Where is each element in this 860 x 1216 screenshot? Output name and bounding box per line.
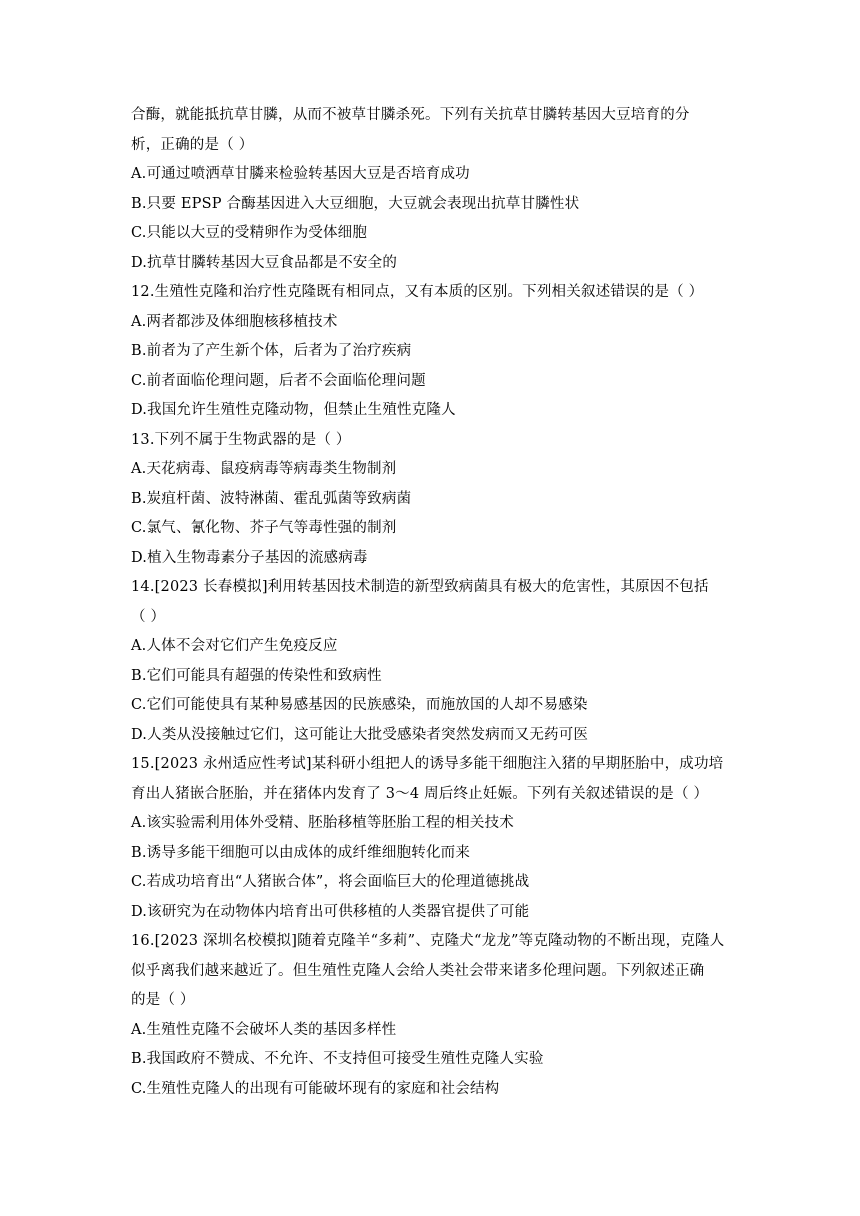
text-line: B.只要 EPSP 合酶基因进入大豆细胞，大豆就会表现出抗草甘膦性状 bbox=[131, 195, 580, 212]
text-line: C.只能以大豆的受精卵作为受体细胞 bbox=[131, 225, 368, 241]
text-line: 合酶，就能抵抗草甘膦，从而不被草甘膦杀死。下列有关抗草甘膦转基因大豆培育的分 bbox=[131, 107, 690, 123]
document-body bbox=[131, 101, 737, 1104]
text-line: 似乎离我们越来越近了。但生殖性克隆人会给人类社会带来诸多伦理问题。下列叙述正确 bbox=[131, 962, 705, 979]
text-line: 育出人猪嵌合胚胎，并在猪体内发育了 3～4 周后终止妊娠。下列有关叙述错误的是（ ） bbox=[131, 785, 709, 802]
text-line: C.前者面临伦理问题，后者不会面临伦理问题 bbox=[131, 372, 426, 389]
text-line: B.我国政府不赞成、不允许、不支持但可接受生殖性克隆人实验 bbox=[131, 1051, 544, 1067]
text-line: 析，正确的是（ ） bbox=[131, 136, 254, 153]
text-line: D.我国允许生殖性克隆动物，但禁止生殖性克隆人 bbox=[131, 402, 456, 418]
text-line: D.人类从没接触过它们，这可能让大批受感染者突然发病而又无药可医 bbox=[131, 726, 589, 743]
text-line: C.它们可能使具有某种易感基因的民族感染，而施放国的人却不易感染 bbox=[131, 697, 588, 713]
text-line: 的是（ ） bbox=[131, 992, 195, 1008]
text-line: B.炭疽杆菌、波特淋菌、霍乱弧菌等致病菌 bbox=[131, 490, 412, 507]
text-line: B.诱导多能干细胞可以由成体的成纤维细胞转化而来 bbox=[131, 844, 471, 861]
text-line: 13.下列不属于生物武器的是（ ） bbox=[131, 431, 351, 448]
text-line: D.抗草甘膦转基因大豆食品都是不安全的 bbox=[131, 254, 398, 271]
text-line: B.它们可能具有超强的传染性和致病性 bbox=[131, 667, 382, 684]
text-line: C.若成功培育出“人猪嵌合体”，将会面临巨大的伦理道德挑战 bbox=[131, 874, 530, 890]
text-line: A.可通过喷洒草甘膦来检验转基因大豆是否培育成功 bbox=[131, 166, 470, 182]
text-line: 15.[2023 永州适应性考试]某科研小组把人的诱导多能干细胞注入猪的早期胚胎中，成功培 bbox=[131, 756, 724, 772]
text-line: 14.[2023 长春模拟]利用转基因技术制造的新型致病菌具有极大的危害性，其原因不包括 bbox=[131, 579, 709, 595]
text-line: D.植入生物毒素分子基因的流感病毒 bbox=[131, 549, 368, 566]
text-line: A.人体不会对它们产生免疫反应 bbox=[131, 638, 338, 654]
text-line: A.两者都涉及体细胞核移植技术 bbox=[131, 313, 338, 330]
text-line: 16.[2023 深圳名校模拟]随着克隆羊“多莉”、克隆犬“龙龙”等克隆动物的不断出现，克隆人 bbox=[131, 933, 725, 949]
text-line: D.该研究为在动物体内培育出可供移植的人类器官提供了可能 bbox=[131, 903, 530, 920]
text-line: A.该实验需利用体外受精、胚胎移植等胚胎工程的相关技术 bbox=[131, 815, 514, 831]
text-line: C.氯气、氰化物、芥子气等毒性强的制剂 bbox=[131, 520, 397, 536]
text-line: C.生殖性克隆人的出现有可能破坏现有的家庭和社会结构 bbox=[131, 1080, 500, 1097]
text-line: B.前者为了产生新个体，后者为了治疗疾病 bbox=[131, 343, 412, 359]
text-line: A.生殖性克隆不会破坏人类的基因多样性 bbox=[131, 1021, 397, 1038]
text-line: A.天花病毒、鼠疫病毒等病毒类生物制剂 bbox=[131, 461, 397, 477]
text-line: 12.生殖性克隆和治疗性克隆既有相同点，又有本质的区别。下列相关叙述错误的是（ ） bbox=[131, 284, 704, 300]
text-line: （ ） bbox=[131, 608, 166, 625]
